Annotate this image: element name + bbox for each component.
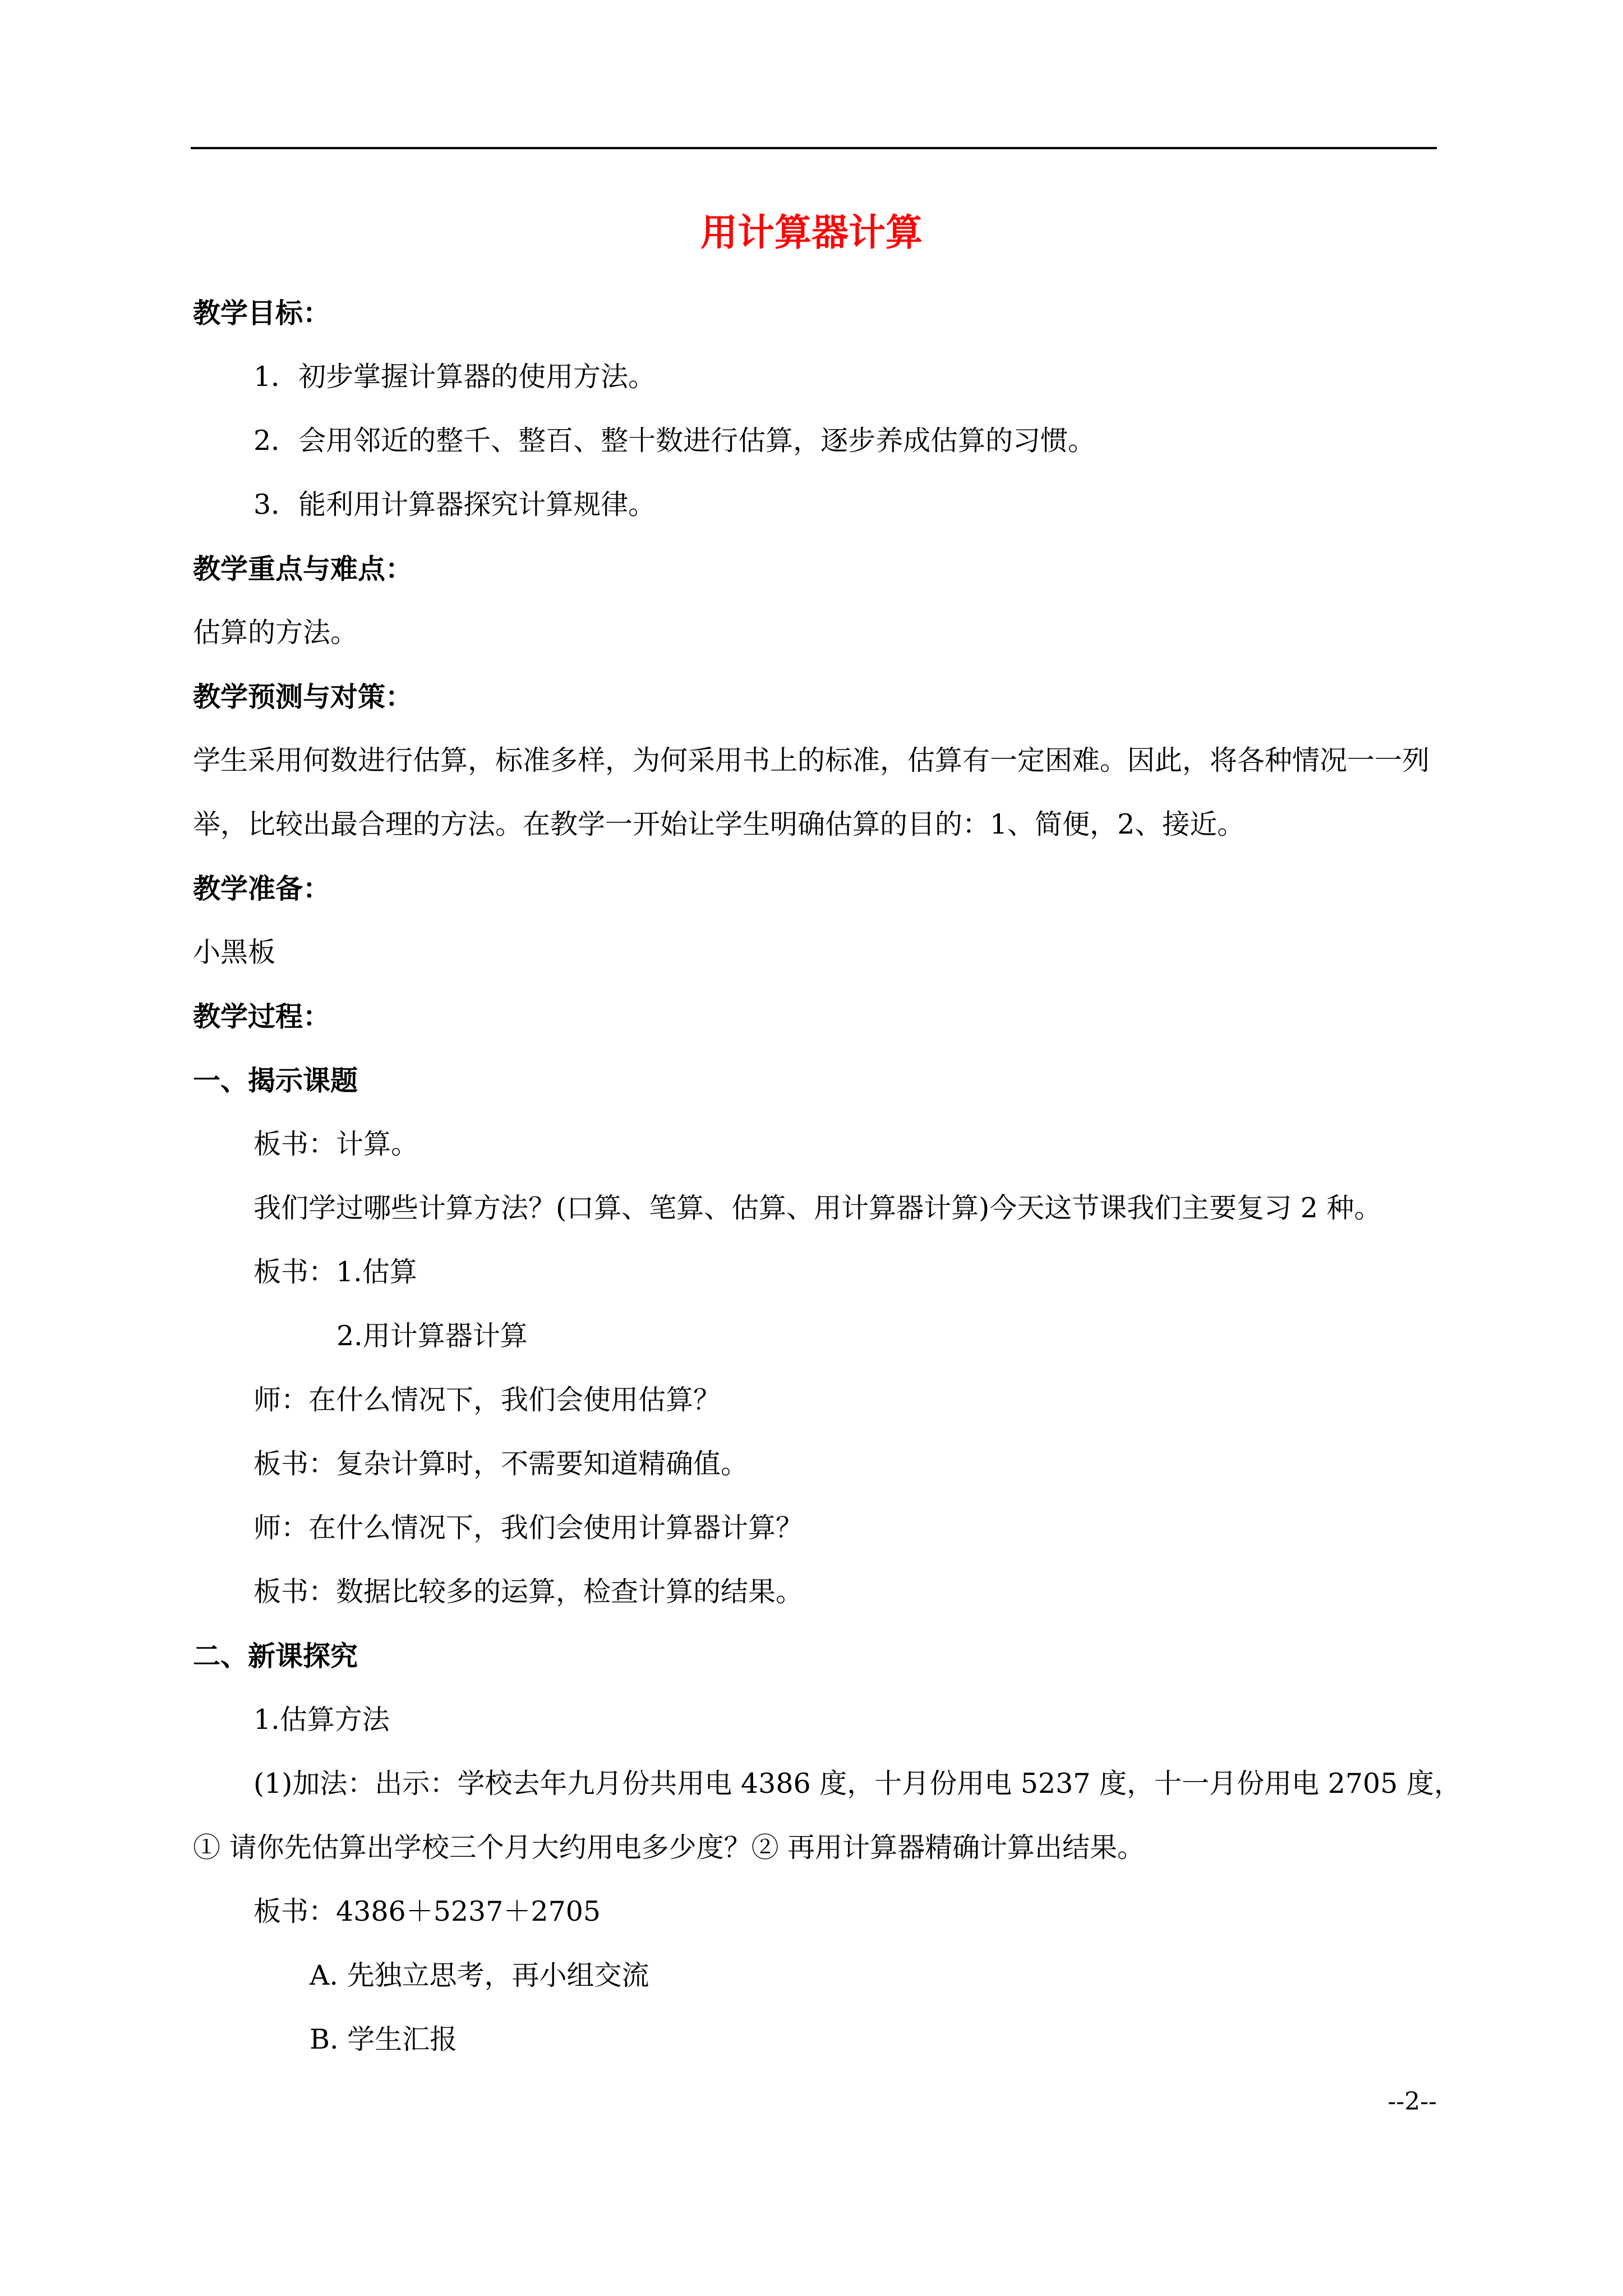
section1-line-4: 2.用计算器计算 [336,1320,528,1352]
section1-line-7: 师：在什么情况下，我们会使用计算器计算？ [253,1512,804,1544]
process-heading: 教学过程： [193,1000,331,1033]
section1-heading: 一、揭示课题 [193,1064,358,1097]
objective-item-3: 3．能利用计算器探究计算规律。 [253,489,656,521]
preparation-text: 小黑板 [193,936,276,968]
page-number: --2-- [1387,2087,1437,2116]
objective-item-1: 1．初步掌握计算器的使用方法。 [253,361,656,393]
preparation-heading: 教学准备： [193,872,331,905]
section2-step-b: B. 学生汇报 [310,2023,458,2055]
prediction-heading: 教学预测与对策： [193,680,413,713]
objectives-heading: 教学目标： [193,297,331,329]
objective-item-2: 2．会用邻近的整千、整百、整十数进行估算，逐步养成估算的习惯。 [253,425,1096,457]
section2-board: 板书：4386＋5237＋2705 [253,1895,601,1927]
section1-line-3: 板书：1.估算 [253,1256,417,1288]
key-points-text: 估算的方法。 [193,616,358,648]
section2-problem-line-1: (1)加法：出示：学校去年九月份共用电 4386 度，十月份用电 5237 度，十一月份用电 2705 度， [253,1768,1461,1800]
header-rule [191,147,1437,149]
section2-problem-line-2: ① 请你先估算出学校三个月大约用电多少度？② 再用计算器精确计算出结果。 [193,1832,1145,1864]
section1-line-1: 板书：计算。 [253,1128,419,1160]
section1-line-5: 师：在什么情况下，我们会使用估算？ [253,1384,721,1416]
section1-line-2: 我们学过哪些计算方法？(口算、笔算、估算、用计算器计算)今天这节课我们主要复习 2 种。 [253,1192,1382,1224]
section2-step-a: A. 先独立思考，再小组交流 [310,1959,649,1991]
document-title: 用计算器计算 [700,210,923,254]
section2-subheading: 1.估算方法 [253,1704,390,1736]
section2-heading: 二、新课探究 [193,1640,358,1672]
section1-line-8: 板书：数据比较多的运算，检查计算的结果。 [253,1576,804,1608]
prediction-text: 学生采用何数进行估算，标准多样，为何采用书上的标准，估算有一定困难。因此，将各种情况一一列举，比较出最合理的方法。在教学一开始让学生明确估算的目的：1、简便，2、接近。 [193,744,1430,840]
section1-line-6: 板书：复杂计算时，不需要知道精确值。 [253,1448,749,1480]
key-points-heading: 教学重点与难点： [193,553,413,585]
